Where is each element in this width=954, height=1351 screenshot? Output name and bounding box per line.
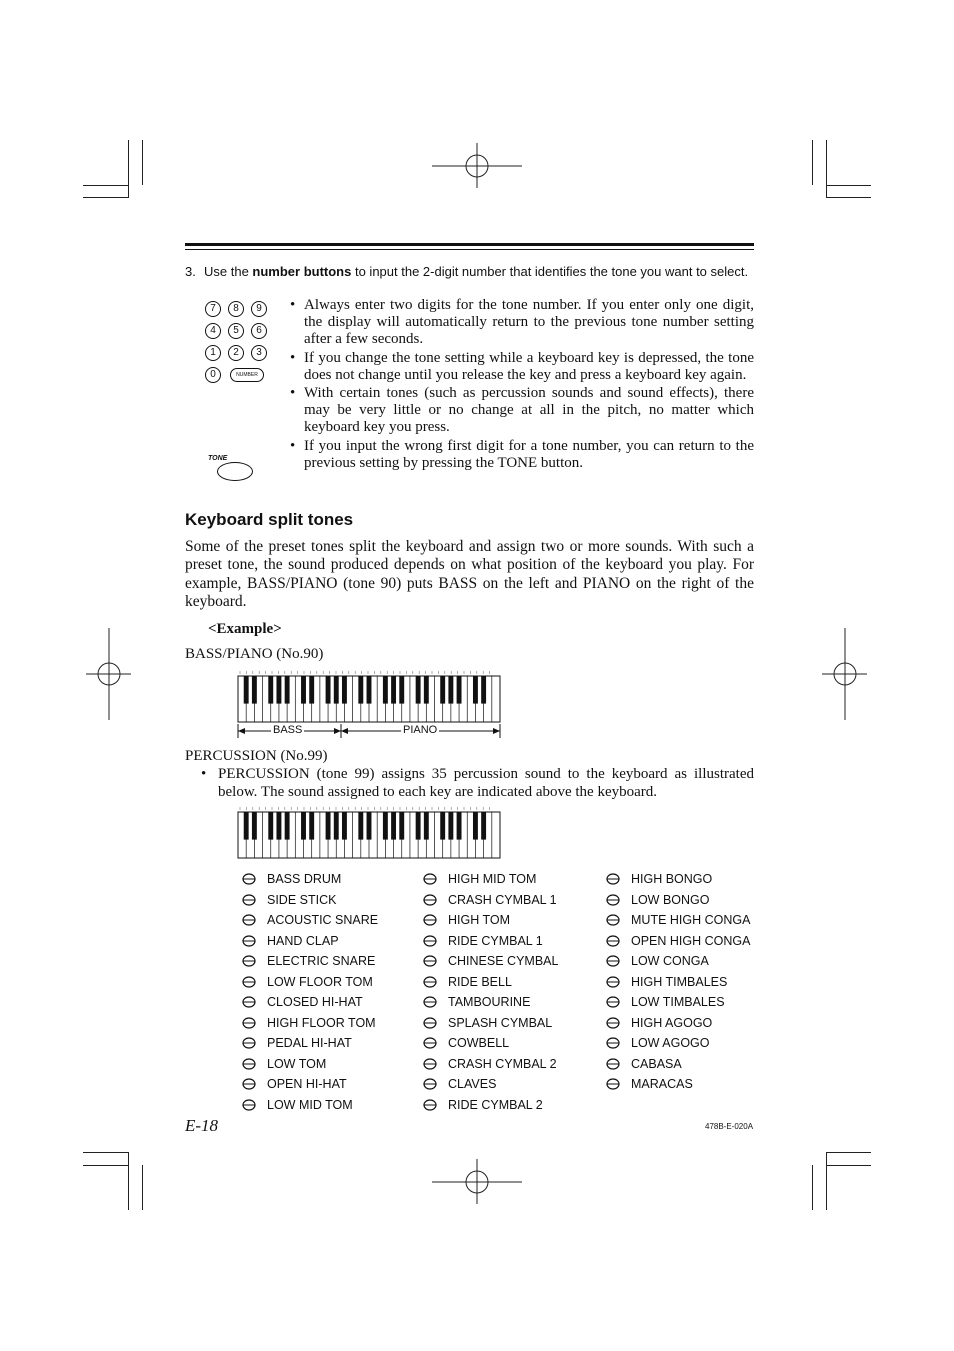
step-text-after: to input the 2-digit number that identifies the tone you want to select.	[351, 264, 749, 279]
page-number: E-18	[185, 1116, 219, 1135]
crop-mark	[83, 197, 128, 198]
percussion-label: PERCUSSION (No.99)	[185, 748, 328, 764]
instrument-item	[240, 870, 341, 888]
instrument-icon	[240, 892, 258, 908]
instrument-icon	[604, 871, 622, 887]
instrument-name: CLAVES	[448, 1077, 497, 1091]
instrument-icon	[240, 994, 258, 1010]
crop-mark	[826, 197, 871, 198]
crop-mark	[83, 185, 128, 186]
notes-list	[290, 297, 754, 473]
instrument-icon	[421, 1035, 439, 1051]
note-item: • If you change the tone setting while a keyboard key is depressed, the tone does not change until you release the key and press a keyboard key again.	[290, 350, 754, 384]
crop-mark	[128, 1152, 129, 1210]
instrument-item	[604, 1034, 710, 1052]
key-7: 7	[205, 301, 221, 317]
instrument-name: HIGH MID TOM	[448, 872, 537, 886]
instrument-icon	[604, 1015, 622, 1031]
header-rule-thin	[185, 249, 754, 250]
crop-mark	[83, 1152, 128, 1153]
instrument-name: HAND CLAP	[267, 933, 339, 948]
registration-mark-top	[432, 143, 524, 189]
instrument-item	[421, 952, 558, 970]
instrument-icon	[604, 1035, 622, 1051]
instrument-icon	[421, 871, 439, 887]
registration-mark-left	[86, 628, 132, 720]
instrument-name: HIGH FLOOR TOM	[267, 1015, 376, 1030]
instrument-name: HIGH TIMBALES	[631, 974, 728, 989]
instrument-name: PEDAL HI-HAT	[267, 1036, 352, 1050]
step-bold: number buttons	[252, 264, 352, 279]
instrument-item	[421, 1096, 543, 1114]
instrument-item	[604, 1075, 693, 1093]
instrument-name: LOW BONGO	[631, 892, 710, 907]
crop-mark	[826, 185, 871, 186]
instrument-icon	[421, 974, 439, 990]
instrument-icon	[604, 953, 622, 969]
instrument-name: LOW MID TOM	[267, 1097, 353, 1112]
instrument-item	[240, 1034, 352, 1052]
instrument-item	[421, 870, 536, 888]
instrument-item	[240, 932, 339, 950]
instrument-item	[604, 870, 712, 888]
instrument-icon	[240, 933, 258, 949]
instrument-item	[421, 932, 543, 950]
instrument-icon	[240, 912, 258, 928]
instrument-icon	[604, 974, 622, 990]
section-paragraph: Some of the preset tones split the keyboard and assign two or more sounds. With such a preset tone, the sound produced depends on what position of the keyboard you play. For example, BASS/PIANO (tone 90) puts BASS on the left and PIANO on the right of the keyboard.	[185, 538, 754, 610]
key-8: 8	[228, 301, 244, 317]
key-5: 5	[228, 323, 244, 339]
instrument-name: RIDE BELL	[448, 974, 512, 989]
instrument-icon	[604, 912, 622, 928]
instrument-item	[604, 1055, 682, 1073]
instrument-item	[421, 973, 512, 991]
crop-mark	[812, 140, 813, 185]
tone-button-illustration	[217, 462, 253, 481]
instrument-icon	[604, 892, 622, 908]
key-1: 1	[205, 345, 221, 361]
instrument-item	[240, 952, 375, 970]
key-6: 6	[251, 323, 267, 339]
instrument-item	[421, 911, 510, 929]
instrument-icon	[240, 1097, 258, 1113]
instrument-item	[421, 1075, 496, 1093]
instrument-icon	[240, 953, 258, 969]
crop-mark	[812, 1165, 813, 1210]
instrument-icon	[421, 1097, 439, 1113]
note-item: • If you input the wrong first digit for a tone number, you can return to the previous setting by pressing the TONE button.	[290, 438, 754, 472]
instrument-icon	[240, 1056, 258, 1072]
instrument-name: LOW AGOGO	[631, 1036, 710, 1050]
instrument-name: HIGH AGOGO	[631, 1015, 713, 1030]
instrument-name: OPEN HI-HAT	[267, 1077, 347, 1091]
instrument-item	[240, 993, 363, 1011]
instrument-name: CABASA	[631, 1056, 682, 1071]
registration-mark-bottom	[432, 1159, 524, 1205]
crop-mark	[142, 1165, 143, 1210]
section-heading: Keyboard split tones	[185, 510, 354, 529]
registration-mark-right	[822, 628, 868, 720]
step-3	[185, 263, 754, 280]
instrument-icon	[421, 933, 439, 949]
instrument-name: CLOSED HI-HAT	[267, 995, 363, 1009]
instrument-name: ELECTRIC SNARE	[267, 954, 376, 968]
instrument-item	[604, 932, 750, 950]
instrument-icon	[240, 1015, 258, 1031]
key-2: 2	[228, 345, 244, 361]
crop-mark	[826, 1152, 871, 1153]
instrument-item	[240, 911, 378, 929]
instrument-name: MUTE HIGH CONGA	[631, 913, 751, 927]
instrument-item	[604, 993, 725, 1011]
instrument-item	[240, 1096, 353, 1114]
percussion-note: • PERCUSSION (tone 99) assigns 35 percussion sound to the keyboard as illustrated below. The sound assigned to each key are indicated above the keyboard.	[201, 765, 754, 801]
instrument-name: LOW TIMBALES	[631, 995, 725, 1009]
note-item: • With certain tones (such as percussion sounds and sound effects), there may be very little or no change at all in the pitch, no matter which keyboard key you press.	[290, 385, 754, 437]
instrument-item	[604, 973, 727, 991]
instrument-icon	[240, 1076, 258, 1092]
instrument-item	[421, 1034, 509, 1052]
instrument-icon	[604, 933, 622, 949]
instrument-name: CHINESE CYMBAL	[448, 954, 559, 968]
instrument-name: OPEN HIGH CONGA	[631, 933, 751, 948]
instrument-item	[604, 911, 750, 929]
instrument-item	[421, 993, 530, 1011]
key-0: 0	[205, 367, 221, 383]
instrument-icon	[421, 1015, 439, 1031]
instrument-icon	[421, 912, 439, 928]
instrument-icon	[604, 1076, 622, 1092]
instrument-item	[421, 1014, 552, 1032]
key-9: 9	[251, 301, 267, 317]
instrument-item	[604, 1014, 712, 1032]
instrument-icon	[421, 892, 439, 908]
instrument-item	[240, 1055, 326, 1073]
instrument-name: MARACAS	[631, 1077, 693, 1091]
instrument-item	[240, 1075, 347, 1093]
header-rule	[185, 243, 754, 246]
instrument-name: BASS DRUM	[267, 872, 342, 886]
example-label: <Example>	[208, 621, 282, 637]
instrument-item	[240, 1014, 376, 1032]
instrument-item	[240, 973, 373, 991]
instrument-icon	[421, 1056, 439, 1072]
instrument-icon	[421, 994, 439, 1010]
split-label-bass: BASS	[273, 724, 303, 736]
instrument-name: LOW CONGA	[631, 954, 709, 968]
document-code: 478B-E-020A	[705, 1122, 754, 1131]
instrument-icon	[240, 871, 258, 887]
instrument-name: RIDE CYMBAL 1	[448, 933, 543, 948]
instrument-name: CRASH CYMBAL 1	[448, 892, 557, 907]
instrument-name: TAMBOURINE	[448, 995, 531, 1009]
crop-mark	[826, 1165, 871, 1166]
instrument-icon	[604, 994, 622, 1010]
instrument-icon	[421, 1076, 439, 1092]
number-keypad-illustration	[205, 298, 267, 386]
crop-mark	[142, 140, 143, 185]
instrument-name: SPLASH CYMBAL	[448, 1015, 553, 1030]
instrument-item	[604, 952, 709, 970]
note-item: • Always enter two digits for the tone number. If you enter only one digit, the display will automatically return to the previous tone number setting after a few seconds.	[290, 297, 754, 349]
instrument-name: RIDE CYMBAL 2	[448, 1097, 543, 1112]
keyboard-illustration-bass-piano	[236, 670, 502, 725]
keyboard-illustration-percussion	[236, 806, 502, 861]
instrument-item	[421, 1055, 557, 1073]
number-key: NUMBER	[230, 368, 264, 382]
split-label-piano: PIANO	[403, 724, 438, 736]
instrument-item	[240, 891, 336, 909]
instrument-item	[604, 891, 709, 909]
crop-mark	[128, 140, 129, 198]
instrument-name: ACOUSTIC SNARE	[267, 913, 379, 927]
key-4: 4	[205, 323, 221, 339]
crop-mark	[826, 140, 827, 198]
instrument-name: LOW TOM	[267, 1056, 327, 1071]
step-number: 3.	[185, 264, 196, 279]
instrument-icon	[421, 953, 439, 969]
instrument-name: HIGH TOM	[448, 913, 511, 927]
crop-mark	[826, 1152, 827, 1210]
instrument-name: CRASH CYMBAL 2	[448, 1056, 557, 1071]
step-text-before: Use the	[204, 264, 253, 279]
instrument-icon	[240, 1035, 258, 1051]
bass-piano-label: BASS/PIANO (No.90)	[185, 646, 324, 662]
crop-mark	[83, 1165, 128, 1166]
tone-label: TONE	[208, 455, 228, 462]
instrument-name: HIGH BONGO	[631, 872, 713, 886]
key-3: 3	[251, 345, 267, 361]
instrument-name: COWBELL	[448, 1036, 510, 1050]
instrument-name: SIDE STICK	[267, 892, 337, 907]
instrument-icon	[240, 974, 258, 990]
instrument-icon	[604, 1056, 622, 1072]
instrument-item	[421, 891, 557, 909]
instrument-name: LOW FLOOR TOM	[267, 974, 373, 989]
